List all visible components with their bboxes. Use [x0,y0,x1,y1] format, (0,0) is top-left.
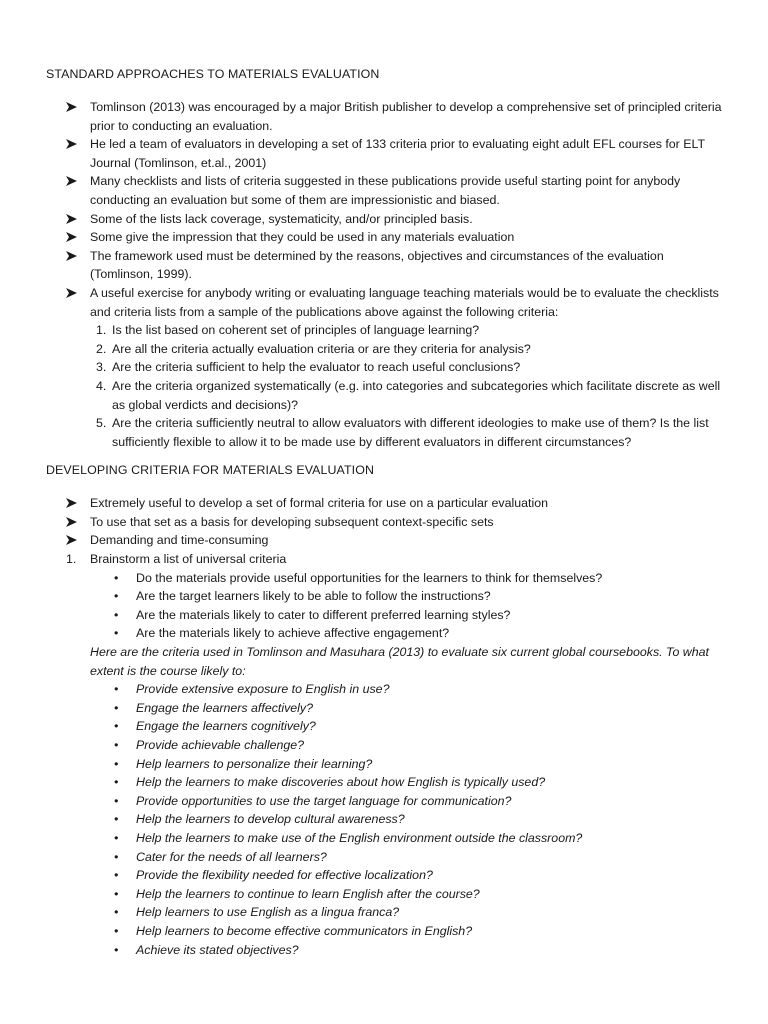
step-list [46,550,728,959]
list-item: • Help learners to use English as a lingua franca? [90,903,728,922]
list-item: 2. Are all the criteria actually evaluation criteria or are they criteria for analysis? [96,341,531,356]
arrow-bullet-icon [66,284,80,298]
list-item: • Provide opportunities to use the target language for communication? [90,792,728,811]
list-item: • Achieve its stated objectives? [90,941,728,960]
list-item: • Help learners to become effective communicators in English? [90,922,728,941]
developing-bullet-list [46,494,728,550]
list-item: • Help the learners to make discoveries about how English is typically used? [90,773,728,792]
list-item: • Help the learners to develop cultural awareness? [90,810,728,829]
list-item: • Help the learners to make use of the English environment outside the classroom? [90,829,728,848]
bullet-dot-icon: • [114,849,119,864]
list-item: 5. Are the criteria sufficiently neutral to allow evaluators with different ideologies to make use of them? Is the list sufficiently flexible to allow it to be made use by different evaluators in different circumstances? [96,416,709,449]
bullet-dot-icon: • [114,570,119,585]
list-item: • Are the materials likely to achieve affective engagement? [90,624,728,643]
arrow-bullet-icon [66,531,80,545]
section-heading-standard: STANDARD APPROACHES TO MATERIALS EVALUATION [46,67,380,81]
list-item: • Do the materials provide useful opportunities for the learners to think for themselves? [90,569,728,588]
bullet-dot-icon: • [114,923,119,938]
bullet-dot-icon: • [114,793,119,808]
step-item [46,550,728,959]
bullet-dot-icon: • [114,589,119,604]
standard-bullet-list [46,98,728,451]
bullet-dot-icon: • [114,868,119,883]
list-item: To use that set as a basis for developing subsequent context-specific sets [46,513,728,532]
arrow-bullet-icon [66,228,80,242]
bullet-dot-icon: • [114,607,119,622]
bullet-dot-icon: • [114,812,119,827]
section-heading-developing: DEVELOPING CRITERIA FOR MATERIALS EVALUATION [46,463,374,478]
bullet-dot-icon: • [114,942,119,957]
list-item: • Are the materials likely to cater to different preferred learning styles? [90,606,728,625]
bullet-dot-icon: • [114,719,119,734]
list-item: Many checklists and lists of criteria suggested in these publications provide useful starting point for anybody conducting an evaluation but some of them are impressionistic and biased. [46,172,728,209]
bullet-dot-icon: • [114,830,119,845]
arrow-bullet-icon [66,135,80,149]
list-item: • Help the learners to continue to learn English after the course? [90,885,728,904]
list-item: The framework used must be determined by the reasons, objectives and circumstances of the evaluation (Tomlinson, 1999). [46,247,728,284]
list-item: Extremely useful to develop a set of formal criteria for use on a particular evaluation [46,494,728,513]
list-item: • Provide extensive exposure to English in use? [90,680,728,699]
step-label: Brainstorm a list of universal criteria [90,552,287,567]
list-item: Some of the lists lack coverage, systematicity, and/or principled basis. [46,210,728,229]
bullet-dot-icon: • [114,886,119,901]
list-item: • Cater for the needs of all learners? [90,848,728,867]
step-number: 1. [66,552,77,567]
list-item: • Provide the flexibility needed for effective localization? [90,866,728,885]
list-item: Demanding and time-consuming [46,531,728,550]
list-item: 4. Are the criteria organized systematically (e.g. into categories and subcategories which facilitate discrete as well as global verdicts and decisions)? [96,378,721,412]
universal-criteria-list [90,569,728,643]
list-item: Some give the impression that they could be used in any materials evaluation [46,228,728,247]
bullet-dot-icon: • [114,738,119,752]
bullet-dot-icon: • [114,700,119,715]
list-item: He led a team of evaluators in developing a set of 133 criteria prior to evaluating eight adult EFL courses for ELT Journal (Tomlinson, et.al., 2001) [46,135,728,172]
arrow-bullet-icon [66,247,80,261]
list-item: • Help learners to personalize their learning? [90,755,728,774]
bullet-dot-icon: • [114,775,119,790]
list-item: • Engage the learners affectively? [90,699,728,718]
bullet-dot-icon: • [114,626,119,641]
list-item: • Provide achievable challenge? [90,736,728,755]
list-item: 3. Are the criteria sufficient to help the evaluator to reach useful conclusions? [96,360,521,375]
arrow-bullet-icon [66,513,80,527]
list-item: Tomlinson (2013) was encouraged by a major British publisher to develop a comprehensive set of principled criteria prior to conducting an evaluation. [46,98,728,135]
list-item: • Are the target learners likely to be able to follow the instructions? [90,587,728,606]
arrow-bullet-icon [66,172,80,186]
list-item: 1. Is the list based on coherent set of principles of language learning? [96,323,480,338]
bullet-dot-icon: • [114,756,119,771]
list-item: A useful exercise for anybody writing or evaluating language teaching materials would be to evaluate the checklists and criteria lists from a sample of the publications above against the following criteria: 1. Is the list based on coherent set of principles of language learning? 2. Are all the criteria actually evaluation criteria or are they criteria for analysis? 3. Are the criteria sufficient to help the evaluator to reach useful conclusions? 4. Are the criteria organized systematically (e.g. into categories and subcategories which facilitate discrete as well as global verdicts and decisions)? 5. Are the criteria sufficiently neutral to allow evaluators with different ideologies to make use of them? Is the list sufficiently flexible to allow it to be made use by different evaluators in different circumstances? [46,284,728,451]
course-criteria-intro: Here are the criteria used in Tomlinson and Masuhara (2013) to evaluate six current global coursebooks. To what extent is the course likely to: [90,645,709,678]
course-criteria-list [90,680,728,959]
bullet-dot-icon: • [114,905,119,920]
arrow-bullet-icon [66,494,80,508]
list-item: • Engage the learners cognitively? [90,717,728,736]
arrow-bullet-icon [66,98,80,112]
evaluation-criteria-list [90,321,728,451]
arrow-bullet-icon [66,210,80,224]
bullet-dot-icon: • [114,682,119,697]
